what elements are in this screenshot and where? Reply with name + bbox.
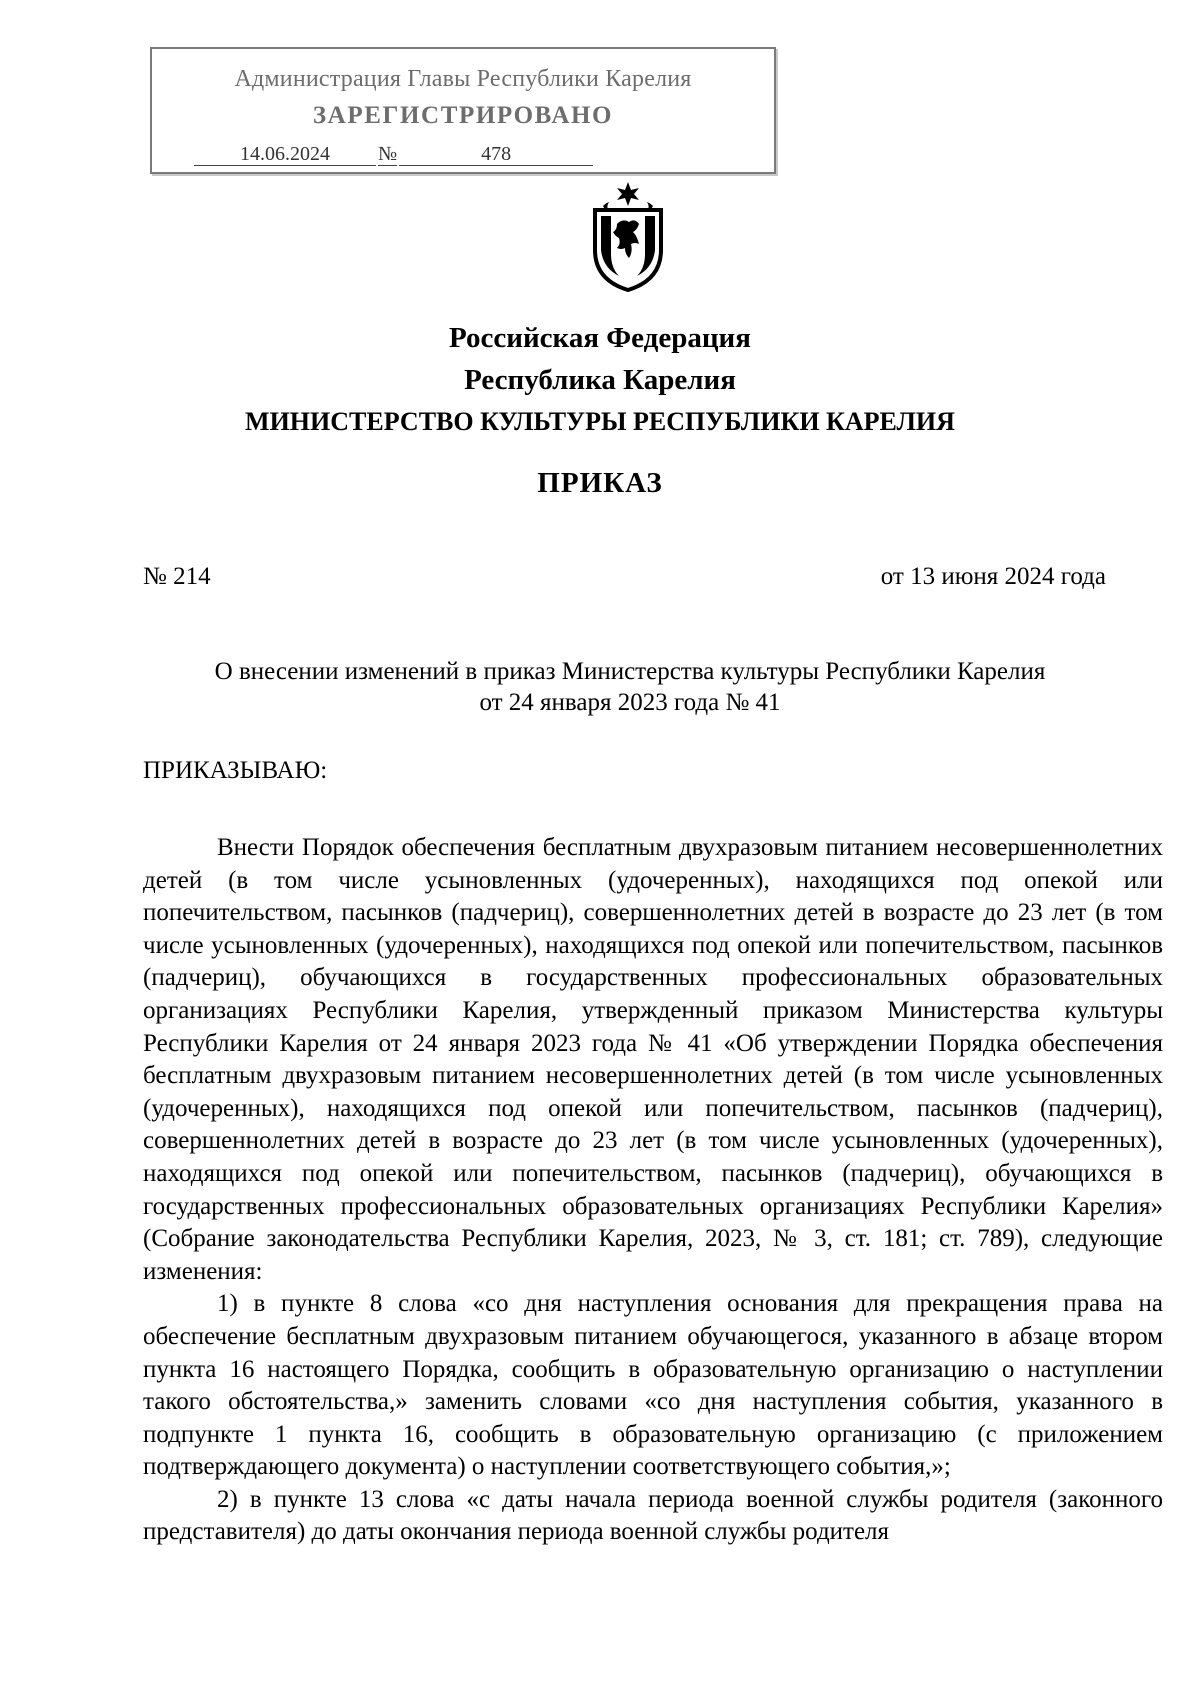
stamp-number: 478 — [399, 143, 593, 166]
order-number: № 214 — [143, 563, 211, 590]
ministry-heading: МИНИСТЕРСТВО КУЛЬТУРЫ РЕСПУБЛИКИ КАРЕЛИЯ — [245, 407, 955, 436]
registration-stamp — [150, 47, 776, 174]
stamp-date: 14.06.2024 — [194, 143, 376, 166]
stamp-registration-line — [194, 143, 593, 166]
body-paragraph: 2) в пункте 13 слова «с даты начала периода военной службы родителя (законного представителя) до даты окончания периода военной службы родителя — [143, 1485, 1163, 1546]
stamp-issuer: Администрация Главы Республики Карелия — [234, 66, 692, 92]
order-body — [143, 832, 1163, 1549]
order-date: от 13 июня 2024 года — [880, 563, 1106, 590]
country-heading: Российская Федерация — [449, 322, 751, 354]
subject-line-2: от 24 января 2023 года № 41 — [479, 689, 781, 716]
stamp-status: ЗАРЕГИСТРИРОВАНО — [312, 102, 614, 129]
subject-line-1: О внесении изменений в приказ Министерства культуры Республики Карелия — [214, 658, 1046, 685]
region-heading: Республика Карелия — [464, 364, 736, 396]
order-subject — [140, 656, 1120, 718]
coat-of-arms-icon — [587, 180, 669, 292]
document-type: ПРИКАЗ — [537, 467, 663, 499]
order-directive: ПРИКАЗЫВАЮ: — [143, 757, 328, 784]
body-paragraph: 1) в пункте 8 слова «со дня наступления основания для прекращения права на обеспечение бесплатным двухразовым питанием обучающегося, указанного в абзаце втором пункта 16 настоящего Порядка, сообщить в образовательную организацию о наступлении такого обстоятельства,» заменить словами «со дня наступления события, указанного в подпункте 1 пункта 16, сообщить в образовательную организацию (с приложением подтверждающего документа) о наступлении соответствующего события,»; — [143, 1290, 1163, 1481]
body-paragraph: Внести Порядок обеспечения бесплатным двухразовым питанием несовершеннолетних детей (в том числе усыновленных (удочеренных), находящихся под опекой или попечительством, пасынков (падчериц), совершеннолетних детей в возрасте до 23 лет (в том числе усыновленных (удочеренных), находящихся под опекой или попечительством, пасынков (падчериц), обучающихся в государственных профессиональных образовательных организациях Республики Карелия, утвержденный приказом Министерства культуры Республики Карелия от 24 января 2023 года № 41 «Об утверждении Порядка обеспечения бесплатным двухразовым питанием несовершеннолетних детей (в том числе усыновленных (удочеренных), находящихся под опекой или попечительством, пасынков (падчериц), совершеннолетних детей в возрасте до 23 лет (в том числе усыновленных (удочеренных), находящихся под опекой или попечительством, пасынков (падчериц), обучающихся в государственных профессиональных образовательных организациях Республики Карелия» (Собрание законодательства Республики Карелия, 2023, № 3, ст. 181; ст. 789), следующие изменения: — [143, 834, 1163, 1285]
stamp-number-label: № — [378, 143, 398, 165]
